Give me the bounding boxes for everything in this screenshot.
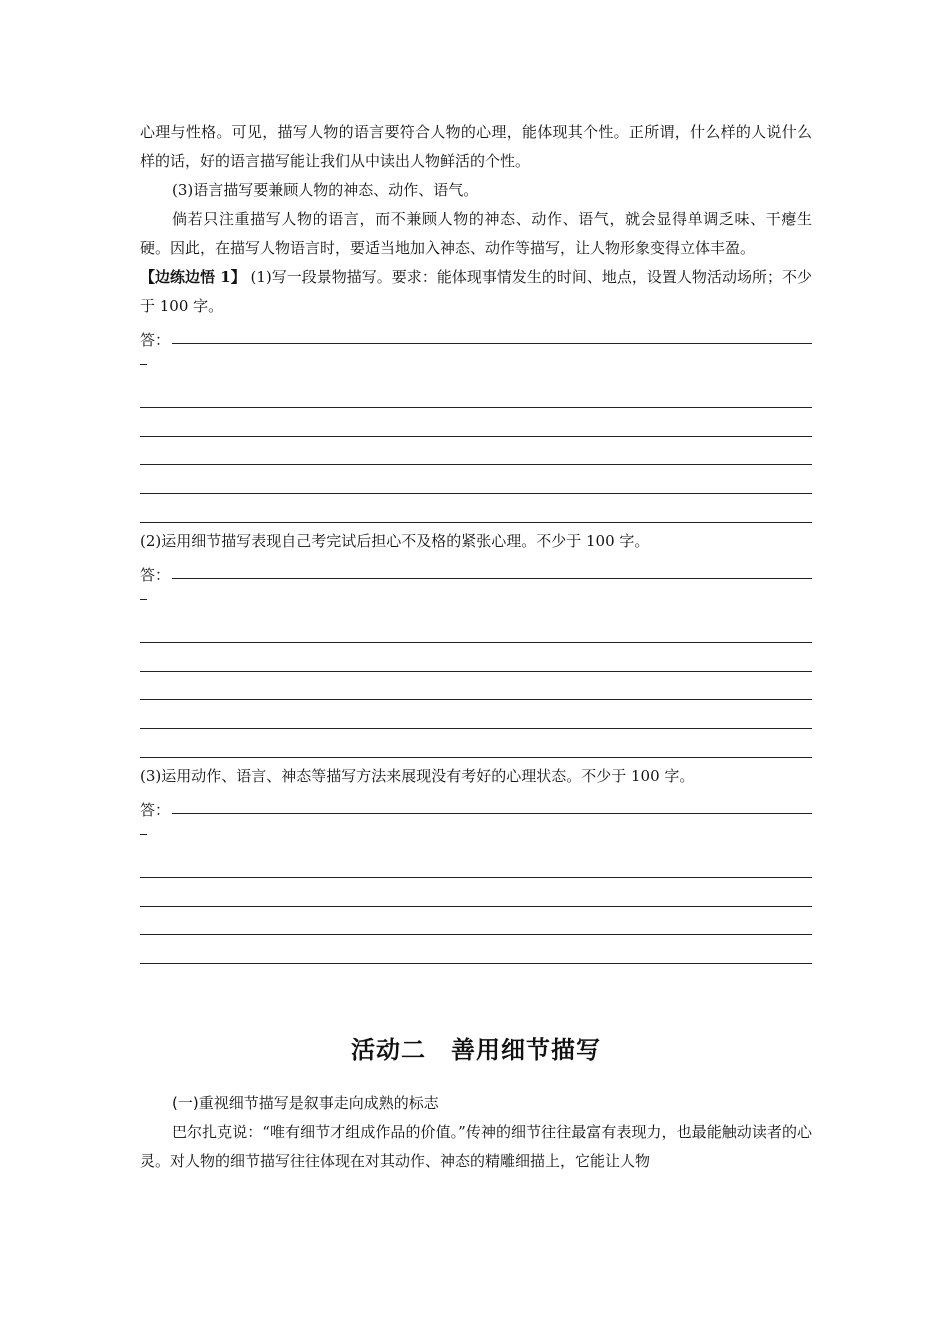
intro-paragraph-3: 倘若只注重描写人物的语言，而不兼顾人物的神态、动作、语气，就会显得单调乏味、干瘪生硬。因此，在描写人物语言时，要适当地加入神态、动作等描写，让人物形象变得立体丰盈。	[140, 210, 812, 257]
answer-dash	[140, 585, 812, 614]
document-page	[140, 118, 812, 1176]
answer-line[interactable]	[140, 465, 812, 494]
section-body-paragraph: 巴尔扎克说：“唯有细节才组成作品的价值。”传神的细节往往最富有表现力，也最能触动读者的心灵。对人物的细节描写往往体现在对其动作、神态的精雕细描上，它能让人物	[140, 1123, 812, 1171]
answer-dash	[140, 350, 812, 379]
answer-label: 答：	[140, 331, 171, 349]
answer-area-3[interactable]	[140, 791, 812, 964]
answer-line[interactable]	[140, 379, 812, 408]
answer-line[interactable]	[140, 849, 812, 878]
answer-first-line[interactable]	[140, 791, 812, 820]
answer-line[interactable]	[140, 643, 812, 672]
answer-line[interactable]	[140, 672, 812, 701]
answer-line[interactable]	[140, 494, 812, 523]
answer-first-line[interactable]	[140, 556, 812, 585]
section-subheading: (一)重视细节描写是叙事走向成熟的标志	[172, 1094, 439, 1113]
exercise-question-3: (3)运用动作、语言、神态等描写方法来展现没有考好的心理状态。不少于 100 字。	[140, 766, 695, 785]
answer-line[interactable]	[140, 878, 812, 907]
answer-line[interactable]	[140, 700, 812, 729]
answer-area-1[interactable]	[140, 321, 812, 523]
exercise-question-1	[140, 263, 812, 321]
answer-line[interactable]	[140, 729, 812, 758]
answer-area-2[interactable]	[140, 556, 812, 758]
answer-dash	[140, 820, 812, 849]
answer-line[interactable]	[140, 408, 812, 437]
question-1-text: (1)写一段景物描写。要求：能体现事情发生的时间、地点，设置人物活动场所；不少于 100 字。	[140, 268, 812, 315]
answer-label: 答：	[140, 800, 171, 819]
intro-paragraph-1: 心理与性格。可见，描写人物的语言要符合人物的心理，能体现其个性。正所谓，什么样的人说什么样的话，好的语言描写能让我们从中读出人物鲜活的个性。	[140, 123, 812, 170]
answer-label: 答：	[140, 565, 171, 584]
answer-line[interactable]	[140, 935, 812, 964]
answer-line[interactable]	[140, 614, 812, 643]
answer-line[interactable]	[140, 907, 812, 936]
section-title: 活动二 善用细节描写	[351, 1036, 601, 1065]
answer-line[interactable]	[140, 437, 812, 466]
exercise-question-2: (2)运用细节描写表现自己考完试后担心不及格的紧张心理。不少于 100 字。	[140, 531, 650, 550]
exercise-tag: 【边练边悟 1】	[140, 268, 246, 286]
answer-first-line[interactable]	[140, 321, 812, 350]
intro-paragraph-2: (3)语言描写要兼顾人物的神态、动作、语气。	[172, 181, 479, 199]
